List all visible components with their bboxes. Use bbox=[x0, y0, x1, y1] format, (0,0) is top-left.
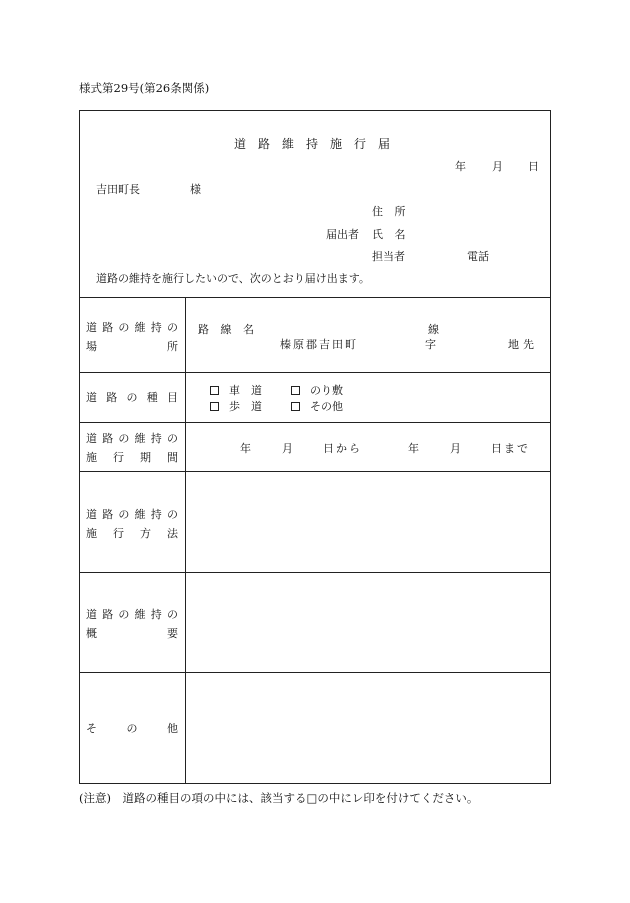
phone-label: 電話 bbox=[467, 250, 489, 263]
period-label: 道 路 の 維 持 の 施 行 期 間 bbox=[86, 432, 178, 464]
end-day-label: 日まで bbox=[491, 442, 530, 455]
divider-road-type bbox=[79, 422, 551, 423]
method-label: 道 路 の 維 持 の 施 行 方 法 bbox=[86, 508, 178, 540]
date-day-label: 日 bbox=[528, 160, 539, 173]
divider-location bbox=[79, 372, 551, 373]
method-input-area[interactable] bbox=[186, 473, 550, 571]
divider-period bbox=[79, 471, 551, 472]
footnote: (注意) 道路の種目の項の中には、該当する□の中にレ印を付けてください。 bbox=[79, 791, 479, 805]
chisaki-label: 地先 bbox=[508, 338, 538, 351]
summary-input-area[interactable] bbox=[186, 573, 550, 671]
checkbox-roadway[interactable] bbox=[210, 386, 219, 395]
addressee-honorific: 様 bbox=[190, 183, 201, 196]
start-month-label: 月 bbox=[282, 442, 293, 455]
checkbox-slope[interactable] bbox=[291, 386, 300, 395]
form-title: 道路維持施行届 bbox=[233, 137, 402, 151]
notice-text: 道路の維持を施行したいので、次のとおり届け出ます。 bbox=[96, 272, 370, 285]
other-label: そ の 他 bbox=[86, 722, 178, 735]
town-label: 榛原郡吉田町 bbox=[280, 338, 358, 351]
option-roadway[interactable]: 車 道 bbox=[210, 382, 262, 398]
start-day-label: 日から bbox=[323, 442, 362, 455]
date-year-label: 年 bbox=[455, 160, 466, 173]
divider-header bbox=[79, 297, 551, 298]
option-sidewalk[interactable]: 歩 道 bbox=[210, 398, 262, 414]
other-input-area[interactable] bbox=[186, 673, 550, 783]
route-name-label: 路 線 名 bbox=[198, 323, 258, 336]
checkbox-sidewalk[interactable] bbox=[210, 402, 219, 411]
end-month-label: 月 bbox=[450, 442, 461, 455]
option-other[interactable]: その他 bbox=[291, 398, 343, 414]
option-slope[interactable]: のり敷 bbox=[291, 382, 343, 398]
form-number-label: 様式第29号(第26条関係) bbox=[79, 81, 210, 95]
contact-person-label: 担当者 bbox=[372, 250, 405, 263]
end-year-label: 年 bbox=[408, 442, 419, 455]
address-label: 住 所 bbox=[372, 205, 410, 218]
summary-label: 道 路 の 維 持 の 概 要 bbox=[86, 608, 178, 640]
name-label: 氏 名 bbox=[372, 228, 410, 241]
checkbox-other[interactable] bbox=[291, 402, 300, 411]
date-month-label: 月 bbox=[492, 160, 503, 173]
route-line-suffix: 線 bbox=[428, 323, 439, 336]
start-year-label: 年 bbox=[240, 442, 251, 455]
notifier-label: 届出者 bbox=[326, 228, 359, 241]
road-type-label: 道 路 の 種 目 bbox=[86, 391, 178, 404]
addressee-name: 吉田町長 bbox=[96, 183, 140, 196]
location-label: 道 路 の 維 持 の 場 所 bbox=[86, 321, 178, 353]
aza-label: 字 bbox=[425, 338, 436, 351]
